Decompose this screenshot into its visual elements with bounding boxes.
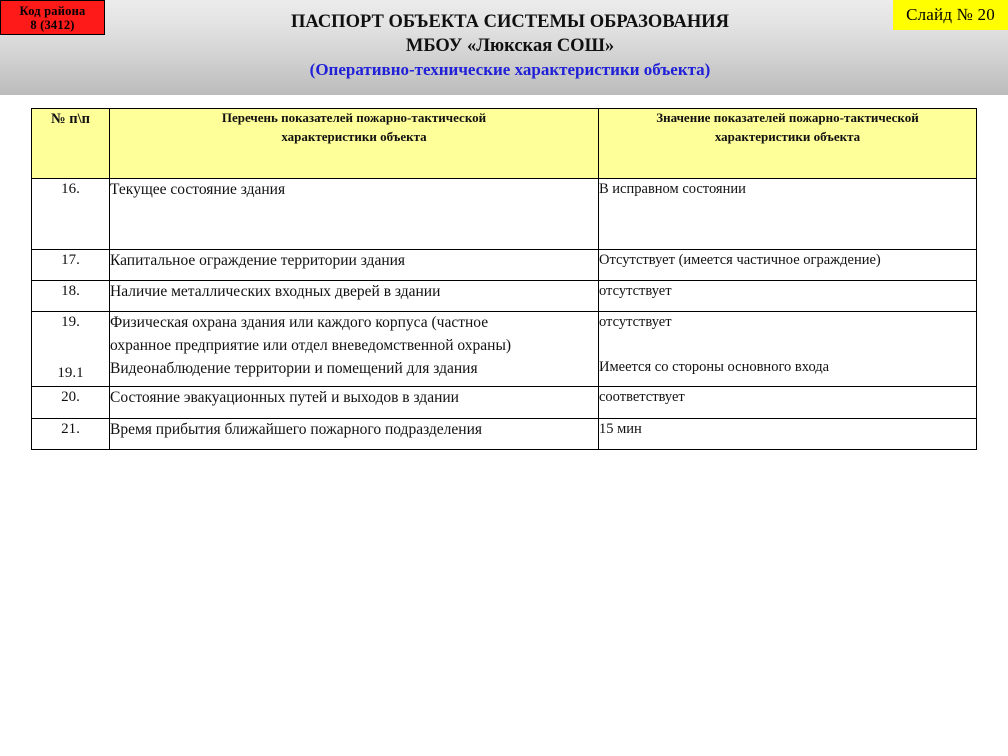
slide-number-badge	[893, 0, 1008, 30]
row-indicator-value	[599, 387, 977, 419]
page-subtitle-organization: МБОУ «Люкская СОШ»	[405, 36, 615, 57]
column-header-indicator-name	[110, 109, 599, 179]
row-indicator-value	[599, 281, 977, 312]
row-indicator-value-line1: В исправном состоянии	[599, 181, 746, 197]
row-indicator-name	[110, 179, 599, 250]
table-row	[32, 419, 977, 450]
row-indicator-value-line1: 15 мин	[599, 421, 642, 437]
slide-header-band	[0, 0, 1008, 95]
row-indicator-value	[599, 250, 977, 281]
row-number-group	[32, 312, 110, 387]
row-number: 19.	[61, 314, 80, 330]
page-title: ПАСПОРТ ОБЪЕКТА СИСТЕМЫ ОБРАЗОВАНИЯ	[290, 12, 729, 32]
passport-characteristics-table	[31, 108, 977, 450]
row-indicator-name-line1: Физическая охрана здания или каждого корпуса (частное	[110, 314, 489, 331]
row-indicator-value-line1: соответствует	[599, 389, 685, 405]
column-header-indicator-value-line2: характеристики объекта	[714, 128, 861, 144]
slide-number-label: Слайд № 20	[906, 5, 995, 24]
row-number: 20.	[32, 387, 110, 419]
row-indicator-name	[110, 281, 599, 312]
column-header-indicator-value-line1: Значение показателей пожарно-тактической	[656, 110, 919, 125]
row-indicator-value-line1: Отсутствует (имеется частичное ограждение)	[599, 252, 881, 268]
table-header-row	[32, 109, 977, 179]
slide-title-block	[150, 10, 870, 82]
table-row	[32, 179, 977, 250]
row-indicator-name	[110, 250, 599, 281]
table-row	[32, 281, 977, 312]
page-subtitle-section: (Оперативно-технические характеристики объекта)	[309, 60, 711, 80]
row-indicator-value-line2: Имеется со стороны основного входа	[599, 359, 830, 376]
table-row	[32, 312, 977, 387]
row-number: 17.	[32, 250, 110, 281]
row-indicator-name	[110, 419, 599, 450]
column-header-indicator-name-line1: Перечень показателей пожарно-тактической	[221, 110, 487, 125]
row-indicator-name-line3: Видеонаблюдение территории и помещений для здания	[110, 359, 478, 377]
row-indicator-value-line1: отсутствует	[599, 283, 672, 299]
row-indicator-name-line1: Состояние эвакуационных путей и выходов в здании	[110, 389, 459, 406]
row-indicator-name-line2: охранное предприятие или отдел вневедомственной охраны)	[110, 336, 512, 354]
row-number: 16.	[32, 179, 110, 250]
district-code-badge	[0, 0, 105, 35]
district-code-label: Код района	[19, 3, 86, 18]
row-number: 21.	[32, 419, 110, 450]
table-row	[32, 387, 977, 419]
district-code-value: 8 (3412)	[30, 17, 75, 32]
row-indicator-name-line1: Текущее состояние здания	[110, 181, 286, 198]
table-row	[32, 250, 977, 281]
column-header-indicator-name-line2: характеристики объекта	[281, 128, 427, 144]
row-indicator-value	[599, 419, 977, 450]
row-indicator-name	[110, 387, 599, 419]
column-header-number: № п\п	[32, 109, 110, 179]
row-indicator-name-line1: Время прибытия ближайшего пожарного подразделения	[110, 421, 483, 438]
row-indicator-value	[599, 312, 977, 387]
row-indicator-name-line1: Наличие металлических входных дверей в здании	[110, 283, 441, 300]
row-number: 18.	[32, 281, 110, 312]
row-indicator-value-line1: отсутствует	[599, 314, 672, 330]
row-indicator-value	[599, 179, 977, 250]
column-header-indicator-value	[599, 109, 977, 179]
row-indicator-name	[110, 312, 599, 387]
row-indicator-name-line1: Капитальное ограждение территории здания	[110, 252, 406, 269]
row-number-sub: 19.1	[57, 364, 84, 381]
